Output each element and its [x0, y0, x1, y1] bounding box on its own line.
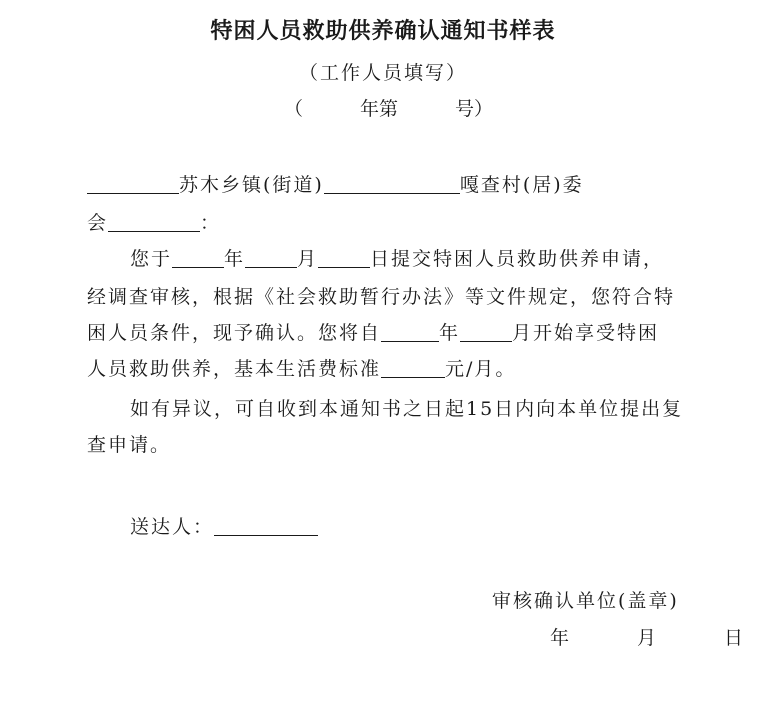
apply-month-blank[interactable]: [245, 247, 297, 268]
colon: ：: [200, 212, 222, 234]
para2-line1: 如有异议，可自收到本通知书之日起15日内向本单位提出复: [130, 398, 684, 420]
deliverer-blank[interactable]: [214, 515, 318, 536]
approval-unit: 审核确认单位(盖章): [492, 590, 679, 612]
committee-line: [87, 208, 221, 235]
committee-label: 会: [87, 212, 109, 234]
start-month-blank[interactable]: [460, 321, 512, 342]
start-year-blank[interactable]: [381, 321, 439, 342]
para1-line1: [130, 244, 664, 271]
living-standard-blank[interactable]: [381, 357, 445, 378]
para1-text: 月: [297, 248, 319, 270]
para1-text: 您于: [130, 248, 173, 270]
para1-text: 困人员条件，现予确认。您将自: [87, 322, 382, 344]
para1-text: 日提交特困人员救助供养申请，: [370, 248, 665, 270]
deliverer-line: [130, 512, 318, 539]
para1-text: 元/月。: [445, 358, 517, 380]
approval-date: 年 月 日: [550, 627, 754, 649]
para1-text: 月开始享受特困: [512, 322, 660, 344]
recipient-blank[interactable]: [108, 211, 200, 232]
township-label: 苏木乡镇(街道): [179, 174, 324, 196]
para1-line3: [87, 318, 659, 345]
apply-day-blank[interactable]: [318, 247, 370, 268]
para2-line2: 查申请。: [87, 434, 172, 456]
village-blank[interactable]: [324, 173, 460, 194]
para1-text: 年: [224, 248, 246, 270]
apply-year-blank[interactable]: [172, 247, 224, 268]
document-number: （ 年第 号）: [284, 98, 494, 120]
para1-line4: [87, 354, 516, 381]
para1-line2: 经调查审核，根据《社会救助暂行办法》等文件规定，您符合特: [87, 286, 676, 308]
document-title: 特困人员救助供养确认通知书样表: [210, 18, 556, 44]
para1-text: 人员救助供养，基本生活费标准: [87, 358, 382, 380]
address-line: [87, 170, 584, 197]
township-blank[interactable]: [87, 173, 179, 194]
deliverer-label: 送达人：: [130, 516, 215, 538]
para1-text: 年: [439, 322, 461, 344]
village-label: 嘎查村(居)委: [459, 174, 584, 196]
document-subtitle: （工作人员填写）: [298, 62, 467, 84]
